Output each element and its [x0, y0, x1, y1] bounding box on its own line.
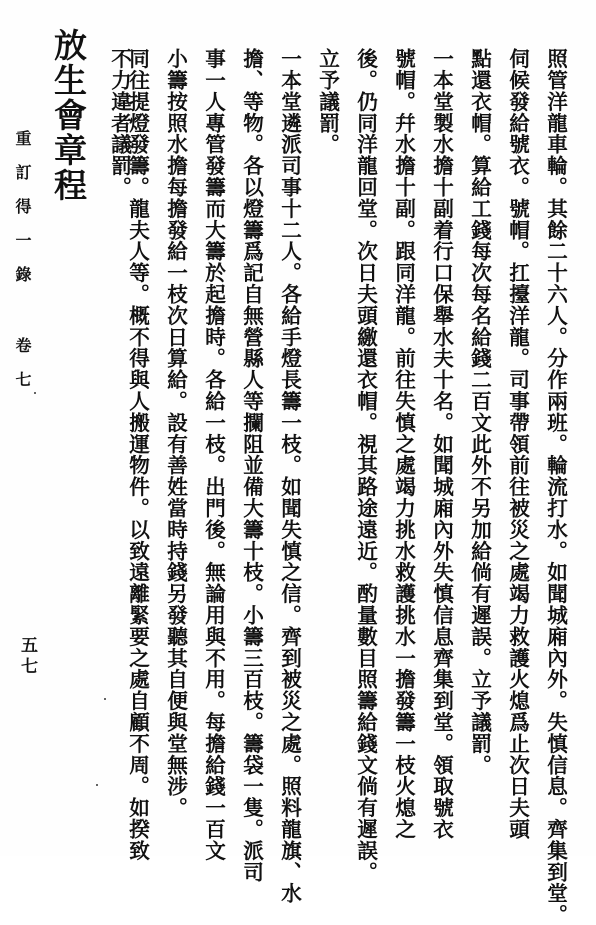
text-column-12: 同往提燈發籌。龍夫人等。概不得與人搬運物件。以致遠離緊要之處自顧不周。如揆致 — [125, 48, 150, 862]
text-column-10: 事一人專管發籌而大籌於起擔時。各給一枝。出門後。無論用與不用。每擔給錢一百文 — [201, 48, 226, 862]
text-column-4: 一本堂製水擔十副着行口保舉水夫十名。如聞城廂內外失慎信息齊集到堂。領取號衣 — [429, 48, 454, 840]
text-column-11: 小籌按照水擔每擔發給一枝次日算給。設有善姓當時持錢另發聽其自便與堂無涉。 — [163, 48, 188, 819]
text-column-8: 一本堂遴派司事十二人。各給手燈長籌一枝。如聞失慎之信。齊到被災之處。照料龍旗、水 — [277, 48, 302, 904]
text-column-3: 點還衣帽。算給工錢每次每名給錢二百文此外不另加給倘有遲誤。立予議罰。 — [467, 48, 492, 776]
book-title: 放生會章程 — [49, 28, 88, 203]
text-column-7: 立予議罰。 — [315, 48, 340, 155]
text-column-13: 不力違者議罰。 — [107, 48, 132, 198]
text-column-1: 照管洋龍車輪。其餘二十六人。分作兩班。輪流打水。如聞城廂內外。失慎信息。齊集到堂。 — [543, 48, 568, 925]
ink-speck — [34, 392, 36, 394]
text-column-5: 號帽。幷水擔十副。跟同洋龍。前往失慎之處竭力挑水救護挑水一擔發籌一枝火熄之 — [391, 48, 416, 840]
text-column-9: 擔、等物。各以燈籌爲記自無營縣人等攔阻並備大籌十枝。小籌三百枝。籌袋一隻。派司 — [239, 48, 264, 883]
ink-speck — [104, 698, 106, 700]
text-column-2: 伺候發給號衣。號帽。扛擡洋龍。司事帶領前往被災之處竭力救護火熄爲止次日夫頭 — [505, 48, 530, 840]
text-column-6: 後。仍同洋龍回堂。次日夫頭繳還衣帽。視其路途遠近。酌量數目照籌給錢文倘有遲誤。 — [353, 48, 378, 883]
running-head: 重訂得一錄 卷七 — [13, 130, 32, 405]
page-number: 五七 — [17, 636, 37, 678]
ink-speck — [96, 784, 98, 786]
